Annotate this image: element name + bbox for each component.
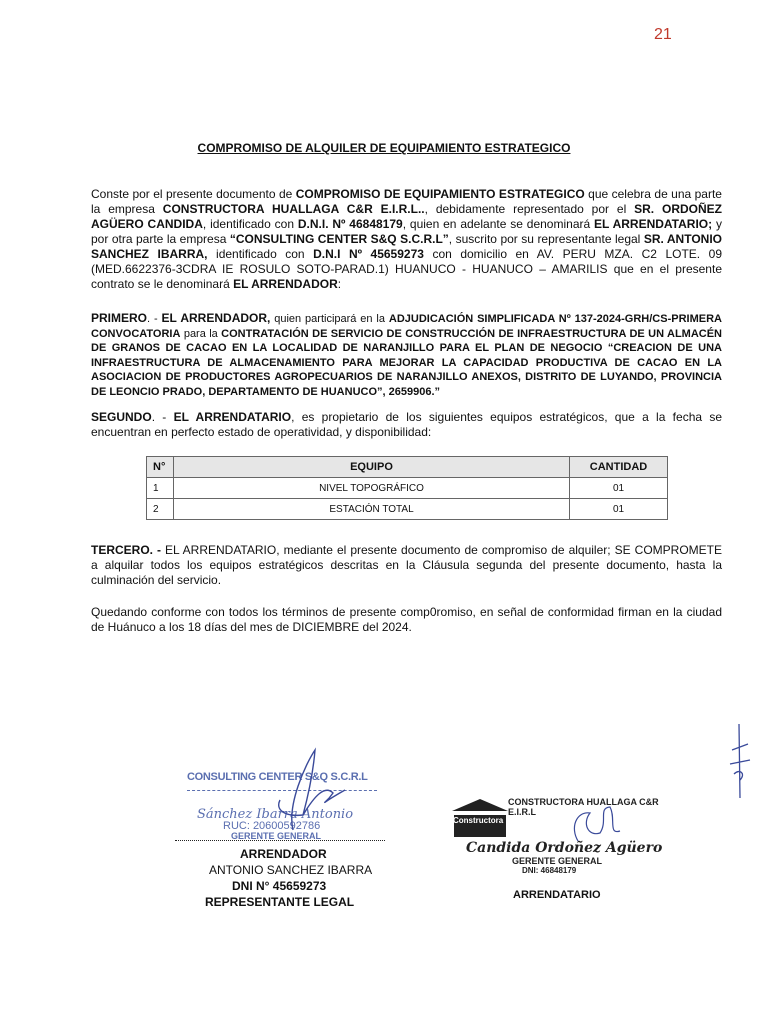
stamp-company-name: CONSTRUCTORA HUALLAGA C&R E.I.R.L <box>508 797 659 817</box>
clause-tercero: TERCERO. - EL ARRENDATARIO, mediante el presente documento de compromiso de alquiler; SE COMPROMETE a alquilar todos los equipos estratégicos descritas en la Cláusula segunda del presente documento, hasta la culminación del servicio. <box>91 543 722 587</box>
row-number: 2 <box>147 499 174 520</box>
header-number: N° <box>147 457 174 478</box>
stamp-logo-text: Constructora <box>453 816 504 825</box>
stamp-person-name: Candida Ordoñez Agüero <box>466 840 663 856</box>
clause-segundo: SEGUNDO. - EL ARRENDATARIO, es propietario de los siguientes equipos estratégicos, que a la fecha se encuentran en perfecto estado de operatividad, y disponibilidad: <box>91 410 722 439</box>
document-title: COMPROMISO DE ALQUILER DE EQUIPAMIENTO ESTRATEGICO <box>197 141 571 155</box>
handwritten-signature <box>450 793 670 883</box>
handwritten-signature <box>175 745 385 845</box>
clause-primero: PRIMERO. - EL ARRENDADOR, quien participará en la ADJUDICACIÓN SIMPLIFICADA Nº 137-2024-GRH/CS-PRIMERA CONVOCATORIA para la CONTRATACIÓN DE SERVICIO DE CONSTRUCCIÓN DE INFRAESTRUCTURA DE UN ALMACÉN DE GRANOS DE CACAO EN LA LOCALIDAD DE NARANJILLO PARA EL PLAN DE NEGOCIO “CREACION DE UNA INFRAESTRUCTURA DE ALMACENAMIENTO PARA MEJORAR LA CAPACIDAD PRODUCTIVA DE CACAO EN LA ASOCIACION DE PRODUCTORES AGROPECUARIOS DE NARANJILLO ANEXOS, DISTRITO DE LUYANDO, PROVINCIA DE LEONCIO PRADO, DEPARTAMENTO DE HUANUCO”, 2659906.” <box>91 311 722 398</box>
arrendatario-stamp <box>450 793 670 883</box>
page-number: 21 <box>654 26 672 43</box>
row-quantity: 01 <box>570 499 668 520</box>
row-equipment: NIVEL TOPOGRÁFICO <box>174 478 570 499</box>
table-header-row <box>147 457 668 478</box>
header-quantity: CANTIDAD <box>570 457 668 478</box>
signature-line-left <box>175 840 385 841</box>
arrendador-role: REPRESENTANTE LEGAL <box>205 895 355 909</box>
stamp-ruc: RUC: 20600592786 <box>223 820 321 832</box>
stamp-dni: DNI: 46848179 <box>522 866 577 875</box>
arrendador-name: ANTONIO SANCHEZ IBARRA <box>209 863 373 877</box>
intro-paragraph: Conste por el presente documento de COMPROMISO DE EQUIPAMIENTO ESTRATEGICO que celebra de una parte la empresa CONSTRUCTORA HUALLAGA C&R E.I.R.L.., debidamente representado por el SR. ORDOÑEZ AGÜERO CANDIDA, identificado con D.N.I. Nº 46848179, quien en adelante se denominará EL ARRENDATARIO; y por otra parte la empresa “CONSULTING CENTER S&Q S.C.R.L”, suscrito por su representante legal SR. ANTONIO SANCHEZ IBARRA, identificado con D.N.I Nº 45659273 con domicilio en AV. PERU MZA. C2 LOTE. 09 (MED.6622376-3CDRA IE ROSULO SOTO-PARAD.1) HUANUCO - HUANUCO – AMARILIS que en el presente contrato se le denominará EL ARRENDADOR: <box>91 187 723 291</box>
equipment-table <box>146 456 668 520</box>
closing-paragraph: Quedando conforme con todos los términos de presente comp0romiso, en señal de conformidad firman en la ciudad de Huánuco a los 18 días del mes de DICIEMBRE del 2024. <box>91 605 722 634</box>
stamp-company-name: CONSULTING CENTER S&Q S.C.R.L <box>187 771 368 783</box>
stamp-role: GERENTE GENERAL <box>231 831 322 841</box>
stamp-role: GERENTE GENERAL <box>512 856 603 866</box>
stamp-person-name: Sánchez Ibarra Antonio <box>197 807 354 822</box>
arrendador-stamp <box>175 745 385 845</box>
margin-initials-icon <box>726 722 752 800</box>
table-row <box>147 499 668 520</box>
arrendador-dni: DNI N° 45659273 <box>232 879 327 893</box>
arrendatario-label: ARRENDATARIO <box>513 889 601 901</box>
row-quantity: 01 <box>570 478 668 499</box>
row-number: 1 <box>147 478 174 499</box>
arrendador-label: ARRENDADOR <box>240 847 327 861</box>
row-equipment: ESTACIÓN TOTAL <box>174 499 570 520</box>
table-row <box>147 478 668 499</box>
header-equipment: EQUIPO <box>174 457 570 478</box>
